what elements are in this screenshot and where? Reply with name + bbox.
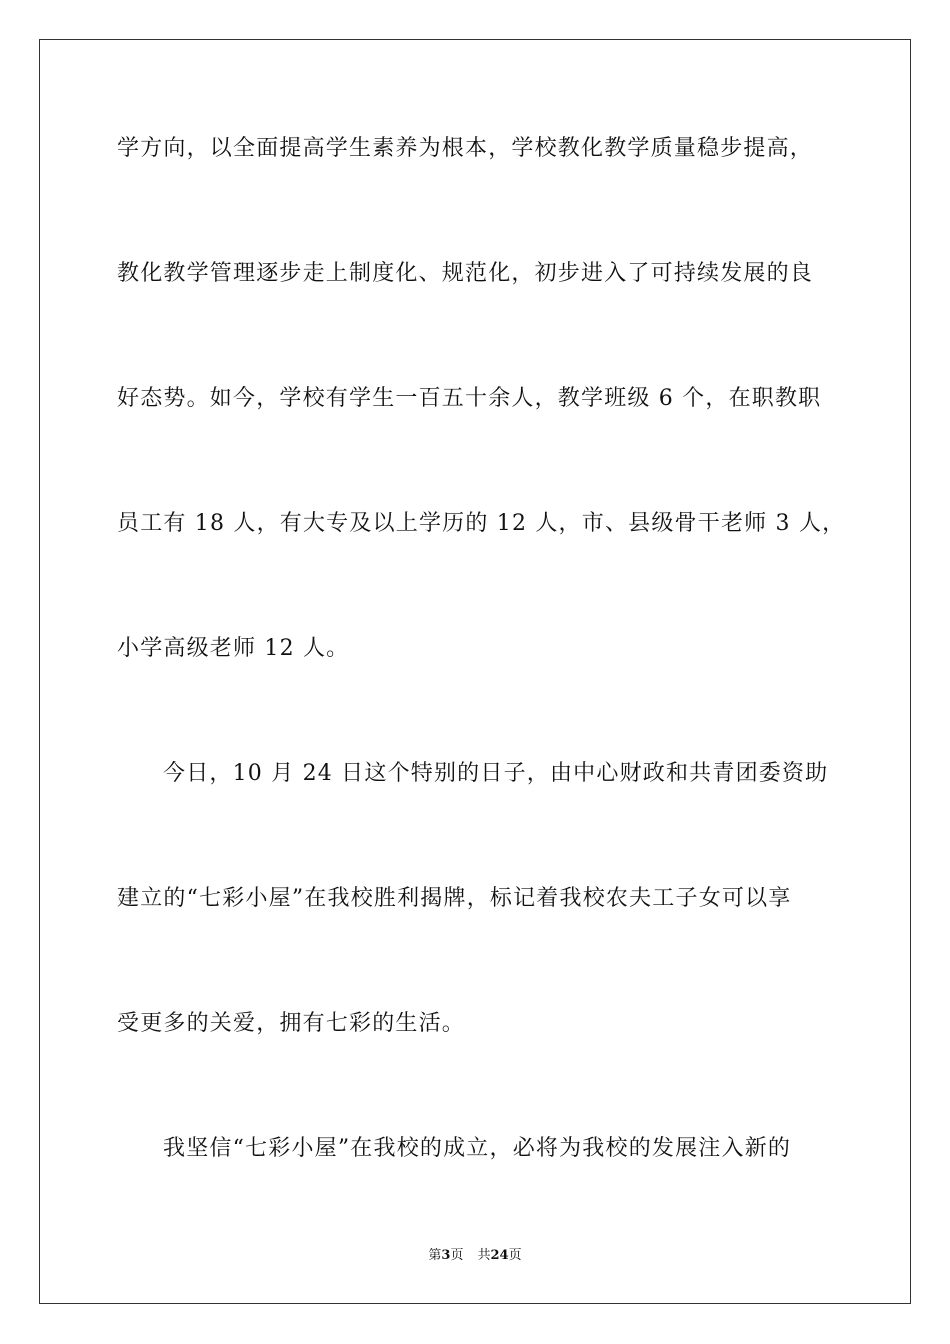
body-text-line-9: 我坚信“七彩小屋”在我校的成立，必将为我校的发展注入新的 (163, 1136, 792, 1161)
page-border (39, 39, 911, 1304)
body-text-line-4: 员工有 18 人，有大专及以上学历的 12 人，市、县级骨干老师 3 人， (117, 511, 846, 536)
body-text-line-6: 今日，10 月 24 日这个特别的日子，由中心财政和共青团委资助 (163, 761, 829, 786)
body-text-line-2: 教化教学管理逐步走上制度化、规范化，初步进入了可持续发展的良 (117, 261, 814, 286)
footer-total-suffix: 页 (508, 1248, 522, 1263)
footer-page-number: 3 (441, 1248, 451, 1263)
footer-total-prefix: 共 (477, 1248, 491, 1263)
footer-page-prefix: 第 (428, 1248, 442, 1263)
page-footer (0, 1247, 950, 1265)
footer-total-pages: 24 (490, 1248, 509, 1263)
body-text-line-7: 建立的“七彩小屋”在我校胜利揭牌，标记着我校农夫工子女可以享 (117, 886, 792, 911)
body-text-line-5: 小学高级老师 12 人。 (117, 636, 350, 661)
body-text-line-1: 学方向，以全面提高学生素养为根本，学校教化教学质量稳步提高， (117, 136, 814, 161)
footer-page-suffix: 页 (450, 1248, 464, 1263)
body-text-line-8: 受更多的关爱，拥有七彩的生活。 (117, 1011, 466, 1036)
body-text-line-3: 好态势。如今，学校有学生一百五十余人，教学班级 6 个，在职教职 (117, 386, 822, 411)
